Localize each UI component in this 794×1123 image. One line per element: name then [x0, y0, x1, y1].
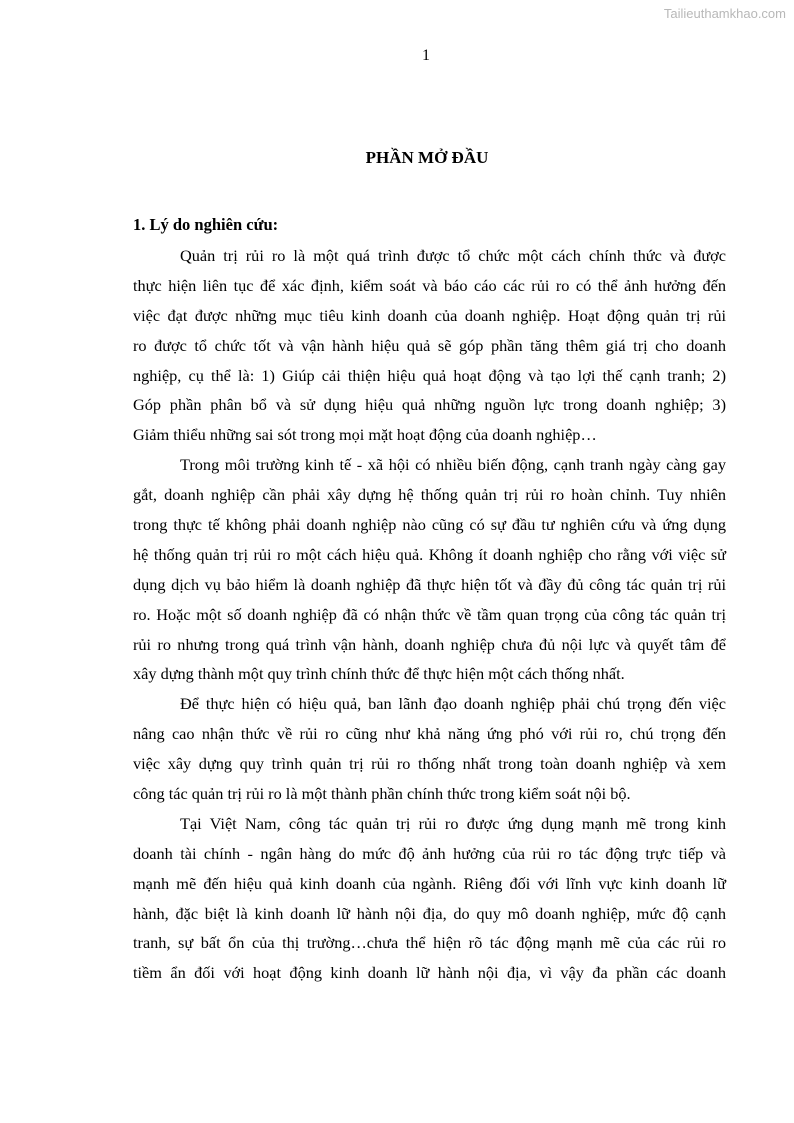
text-line: tranh, sự bất ổn của thị trường…chưa thể hiện rõ tác động mạnh mẽ của các rủi ro: [133, 933, 726, 953]
paragraph: [133, 689, 726, 809]
text-line: doanh tài chính - ngân hàng do mức độ ảnh hưởng của rủi ro tác động trực tiếp và: [133, 843, 726, 863]
paragraph: [133, 809, 726, 988]
text-line: hành, đặc biệt là kinh doanh lữ hành nội địa, do quy mô doanh nghiệp, mức độ cạnh: [133, 903, 726, 923]
page-number: 1: [422, 47, 430, 64]
text-line: tiềm ẩn đối với hoạt động kinh doanh lữ hành nội địa, vì vậy đa phần các doanh: [133, 963, 726, 983]
text-line: Để thực hiện có hiệu quả, ban lãnh đạo doanh nghiệp phải chú trọng đến việc: [180, 694, 726, 714]
text-line: nâng cao nhận thức về rủi ro cũng như khả năng ứng phó với rủi ro, chú trọng đến: [133, 724, 726, 744]
text-line: mạnh mẽ đến hiệu quả kinh doanh của ngành. Riêng đối với lĩnh vực kinh doanh lữ: [133, 873, 726, 893]
text-line: Quản trị rủi ro là một quá trình được tổ chức một cách chính thức và được: [180, 246, 726, 265]
text-line: Giảm thiểu những sai sót trong mọi mặt hoạt động của doanh nghiệp…: [133, 425, 597, 445]
watermark: Tailieuthamkhao.com: [663, 6, 786, 21]
paragraph: [133, 241, 726, 450]
text-line: nghiệp, cụ thể là: 1) Giúp cải thiện hiệu quả hoạt động và tạo lợi thế cạnh tranh; 2): [133, 365, 726, 385]
text-line: xây dựng thành một quy trình chính thức để thực hiện một cách thống nhất.: [133, 664, 625, 684]
text-line: việc xây dựng quy trình quản trị rủi ro thống nhất trong toàn doanh nghiệp và xem: [133, 754, 726, 774]
text-line: trong thực tế không phải doanh nghiệp nào cũng có sự đầu tư nghiên cứu và ứng dụng: [133, 515, 726, 535]
section-heading: 1. Lý do nghiên cứu:: [133, 215, 279, 234]
text-line: hệ thống quản trị rủi ro một cách hiệu quả. Không ít doanh nghiệp cho rằng với việc sử: [133, 544, 726, 564]
text-line: Trong môi trường kinh tế - xã hội có nhiều biến động, cạnh tranh ngày càng gay: [180, 455, 726, 475]
text-line: rủi ro nhưng trong quá trình vận hành, doanh nghiệp chưa đủ nội lực và quyết tâm để: [133, 634, 726, 654]
body-text: [133, 241, 726, 988]
text-line: Tại Việt Nam, công tác quản trị rủi ro được ứng dụng mạnh mẽ trong kinh: [180, 813, 726, 833]
text-line: Góp phần phân bổ và sử dụng hiệu quả những nguồn lực trong doanh nghiệp; 3): [133, 395, 726, 415]
text-line: ro được tổ chức tốt và vận hành hiệu quả sẽ góp phần tăng thêm giá trị cho doanh: [133, 335, 726, 355]
text-line: thực hiện liên tục để xác định, kiểm soát và báo cáo các rủi ro có thể ảnh hưởng đến: [133, 275, 726, 295]
text-line: dụng dịch vụ bảo hiểm là doanh nghiệp đã thực hiện tốt và đầy đủ công tác quản trị rủi: [133, 574, 726, 594]
paragraph: [133, 450, 726, 689]
text-line: việc đạt được những mục tiêu kinh doanh của doanh nghiệp. Hoạt động quản trị rủi: [133, 305, 726, 325]
text-line: công tác quản trị rủi ro là một thành phần chính thức trong kiểm soát nội bộ.: [133, 784, 631, 804]
text-line: gắt, doanh nghiệp cần phải xây dựng hệ thống quản trị rủi ro hoàn chỉnh. Tuy nhiên: [133, 485, 726, 505]
page-title: PHẦN MỞ ĐẦU: [365, 148, 489, 167]
text-line: ro. Hoặc một số doanh nghiệp đã có nhận thức về tầm quan trọng của công tác quản trị: [133, 604, 726, 624]
